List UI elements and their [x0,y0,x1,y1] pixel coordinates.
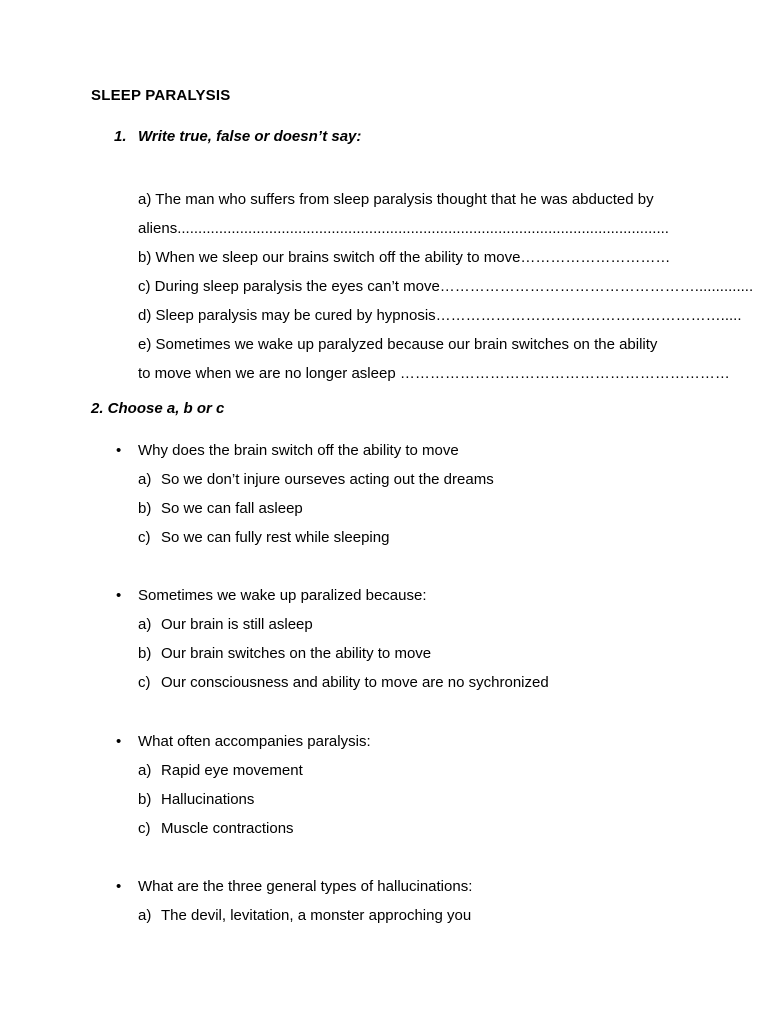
option-text: Muscle contractions [161,820,294,837]
true-false-statements [138,185,754,388]
option-text: Our brain is still asleep [161,616,313,633]
page-title: SLEEP PARALYSIS [91,87,231,104]
question-text: What often accompanies paralysis: [138,733,371,750]
section-1-instruction: Write true, false or doesn’t say: [138,128,362,145]
answer-option [114,523,714,552]
bullet-icon: • [116,587,122,604]
bullet-icon: • [116,733,122,750]
statement-line: a) The man who suffers from sleep paralysis thought that he was abducted by [138,191,654,208]
option-letter: a) [138,762,152,779]
answer-option [114,465,714,494]
answer-option [114,668,714,697]
question-3 [114,727,714,843]
answer-option [114,610,714,639]
statement-line: e) Sometimes we wake up paralyzed because our brain switches on the ability [138,336,658,353]
answer-option [114,785,714,814]
answer-option [114,639,714,668]
question-text: Sometimes we wake up paralized because: [138,587,427,604]
option-letter: a) [138,907,152,924]
question-1 [114,436,714,552]
option-text: Rapid eye movement [161,762,303,779]
answer-option [114,756,714,785]
option-text: So we don’t injure ourseves acting out the dreams [161,471,494,488]
statement-line: aliens...................................................................................................................... [138,220,669,237]
option-letter: c) [138,820,151,837]
answer-option [114,494,714,523]
option-letter: c) [138,529,151,546]
section-1-number: 1. [114,128,127,145]
option-letter: b) [138,791,152,808]
question-stem [114,436,714,465]
statement-line: d) Sleep paralysis may be cured by hypnosis…………………………………………………..... [138,307,742,324]
option-letter: c) [138,674,151,691]
option-letter: b) [138,645,152,662]
option-text: So we can fully rest while sleeping [161,529,390,546]
answer-option [114,814,714,843]
question-4 [114,872,714,930]
question-stem [114,727,714,756]
question-text: Why does the brain switch off the ability to move [138,442,459,459]
bullet-icon: • [116,878,122,895]
question-2 [114,581,714,697]
answer-option [114,901,714,930]
section-2-heading: 2. Choose a, b or c [91,400,225,417]
option-text: The devil, levitation, a monster approching you [161,907,472,924]
option-text: Hallucinations [161,791,255,808]
option-text: Our consciousness and ability to move are no sychronized [161,674,549,691]
statement-line: b) When we sleep our brains switch off the ability to move………………………… [138,249,671,266]
statement-line: c) During sleep paralysis the eyes can’t move…………………………………………….............. [138,278,754,295]
statement-line: to move when we are no longer asleep ………………………………………………………… [138,365,730,382]
option-letter: a) [138,616,152,633]
option-text: Our brain switches on the ability to move [161,645,432,662]
bullet-icon: • [116,442,122,459]
section-1-heading [114,128,361,145]
question-text: What are the three general types of hallucinations: [138,878,473,895]
option-letter: a) [138,471,152,488]
option-text: So we can fall asleep [161,500,303,517]
option-letter: b) [138,500,152,517]
question-stem [114,581,714,610]
question-stem [114,872,714,901]
